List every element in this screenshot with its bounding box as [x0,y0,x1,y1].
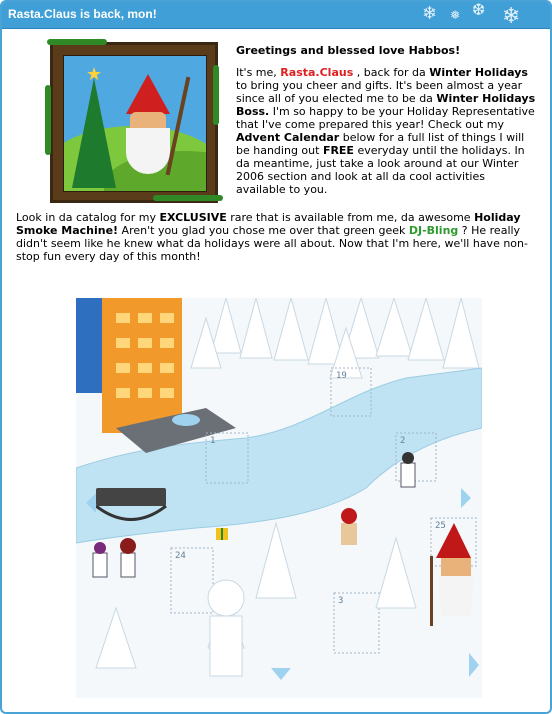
calendar-day-19[interactable]: 19 [336,371,347,381]
greeting: Greetings and blessed love Habbos! [236,44,461,57]
calendar-day-1[interactable]: 1 [210,436,216,446]
text-fragment: , back for da [353,66,430,79]
snowflake-icon: ❅ [450,8,461,22]
advent-calendar-scene [76,298,482,698]
text-fragment: rare that is available from me, da awesome [226,211,475,224]
star-icon: ★ [86,64,103,85]
text-fragment: to bring you cheer and gifts. It's been almost a year since all of you elected me to be da [236,79,523,105]
catalog-text [16,211,540,263]
winter-holidays: Winter Holidays [429,66,528,79]
holiday-smoke-machine: Holiday Smoke Machine! [16,211,521,237]
text-fragment: I'm so happy to be your Holiday Representative that I've come prepared this year! Check out my [236,105,535,131]
window-title: Rasta.Claus is back, mon! [8,7,157,21]
free-label: FREE [322,144,354,157]
text-fragment: below for a full list of things I will be handing out [236,131,525,157]
beard [126,128,170,174]
exclusive-label: EXCLUSIVE [159,211,227,224]
intro-text [236,44,536,205]
calendar-day-2[interactable]: 2 [400,436,406,446]
text-fragment: Aren't you glad you chose me over that green geek [118,224,409,237]
rasta-claus-portrait [50,42,218,203]
winter-holidays-boss: Winter Holidays Boss. [236,92,536,118]
snowflake-icon: ❆ [472,2,486,19]
text-fragment: It's me, [236,66,281,79]
calendar-day-25[interactable]: 25 [435,521,446,531]
text-fragment: ? He really didn't seem like he knew what da holidays were all about. Now that I'm here, we'll have non-stop fun every day of this month! [16,224,528,263]
snowflake-icon: ❄ [422,3,438,24]
snowflake-icon: ❄ [502,4,521,29]
advent-calendar: Advent Calendar [236,131,340,144]
calendar-day-3[interactable]: 3 [338,596,344,606]
christmas-tree-icon [72,78,116,188]
title-bar [2,2,550,29]
santa-hat-icon [126,74,170,114]
dj-bling-name: DJ-Bling [408,224,459,237]
text-fragment: Look in da catalog for my [16,211,160,224]
text-fragment: everyday until the holidays. In da meantime, just take a look around at our Winter 2006 section and look at all da cool activities available to you. [236,144,525,196]
rasta-claus-name: Rasta.Claus [280,66,354,79]
calendar-day-24[interactable]: 24 [175,551,186,561]
